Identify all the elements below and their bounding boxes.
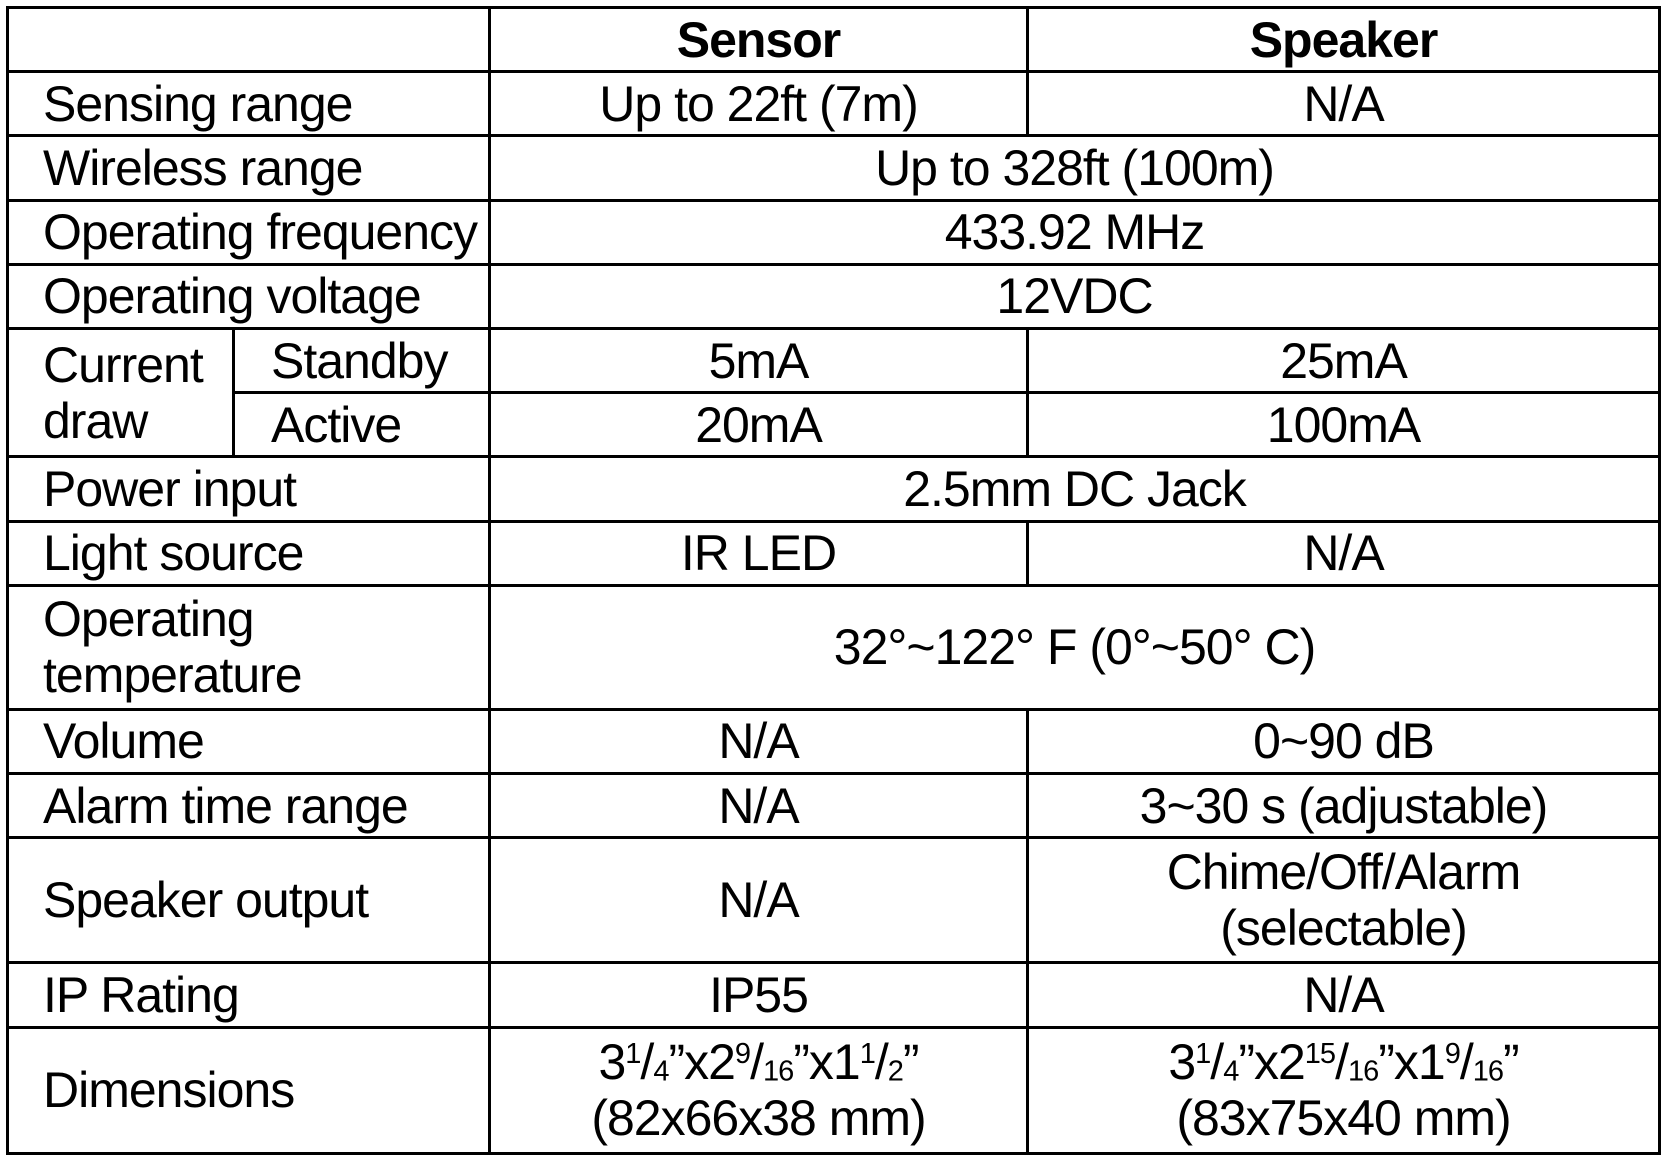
row-current-standby (8, 328, 1660, 392)
sensor-dimensions (490, 1027, 1028, 1153)
speaker-output-line2: (selectable) (1220, 900, 1467, 957)
sensor-light-source: IR LED (490, 521, 1028, 585)
speaker-depth-whole: 2 (1277, 1034, 1305, 1091)
label-active: Active (234, 393, 490, 457)
label-ip-rating: IP Rating (8, 963, 490, 1027)
sensor-sensing-range: Up to 22ft (7m) (490, 72, 1028, 136)
row-current-active (8, 393, 1660, 457)
sensor-standby: 5mA (490, 328, 1028, 392)
speaker-sensing-range: N/A (1028, 72, 1660, 136)
sensor-alarm-time-range: N/A (490, 774, 1028, 838)
sensor-height-whole: 1 (832, 1034, 860, 1091)
label-dimensions: Dimensions (8, 1027, 490, 1153)
speaker-dimensions-metric: (83x75x40 mm) (1176, 1090, 1511, 1147)
speaker-alarm-time-range: 3~30 s (adjustable) (1028, 774, 1660, 838)
label-current-draw (8, 328, 234, 456)
speaker-light-source: N/A (1028, 521, 1660, 585)
speaker-depth-den: 16 (1347, 1055, 1379, 1088)
sensor-volume: N/A (490, 709, 1028, 773)
speaker-sep-1: ”x (1238, 1034, 1278, 1091)
row-volume (8, 709, 1660, 773)
speaker-width-num: 1 (1195, 1038, 1211, 1071)
speaker-height-den: 16 (1472, 1055, 1504, 1088)
speaker-dimensions-imperial: $3^1/_4”x2^{15}/_{16}”x1^9/_{16}$” (1168, 1034, 1519, 1091)
label-operating-temperature (8, 585, 490, 709)
row-speaker-output (8, 838, 1660, 963)
row-dimensions (8, 1027, 1660, 1153)
sensor-sep-3: ” (902, 1034, 919, 1091)
sensor-depth-den: 16 (762, 1055, 794, 1088)
label-speaker-output: Speaker output (8, 838, 490, 963)
label-volume: Volume (8, 709, 490, 773)
label-operating-frequency: Operating frequency (8, 200, 490, 264)
sensor-speaker-output: N/A (490, 838, 1028, 963)
value-operating-temperature: 32°~122° F (0°~50° C) (490, 585, 1660, 709)
sensor-width-whole: 3 (598, 1034, 626, 1091)
sensor-width-den: 4 (653, 1055, 669, 1088)
sensor-active: 20mA (490, 393, 1028, 457)
header-speaker: Speaker (1028, 8, 1660, 72)
sensor-dimensions-imperial: $3^1/_4”x2^9/_{16}”x1^1/_2$” (598, 1034, 919, 1091)
speaker-ip-rating: N/A (1028, 963, 1660, 1027)
label-operating-temperature-line1: Operating (43, 591, 254, 648)
speaker-depth-num: 15 (1304, 1038, 1336, 1071)
speaker-width-whole: 3 (1168, 1034, 1196, 1091)
speaker-speaker-output (1028, 838, 1660, 963)
sensor-sep-2: ”x (793, 1034, 833, 1091)
row-wireless-range (8, 136, 1660, 200)
header-blank-cell (8, 8, 490, 72)
sensor-dimensions-metric: (82x66x38 mm) (591, 1090, 926, 1147)
label-operating-voltage: Operating voltage (8, 264, 490, 328)
label-light-source: Light source (8, 521, 490, 585)
sensor-height-num: 1 (859, 1038, 875, 1071)
label-wireless-range: Wireless range (8, 136, 490, 200)
value-operating-voltage: 12VDC (490, 264, 1660, 328)
label-standby: Standby (234, 328, 490, 392)
speaker-height-whole: 1 (1417, 1034, 1445, 1091)
header-sensor: Sensor (490, 8, 1028, 72)
speaker-height-num: 9 (1444, 1038, 1460, 1071)
specifications-table (6, 6, 1661, 1155)
value-wireless-range: Up to 328ft (100m) (490, 136, 1660, 200)
speaker-dimensions (1028, 1027, 1660, 1153)
speaker-volume: 0~90 dB (1028, 709, 1660, 773)
row-light-source (8, 521, 1660, 585)
sensor-depth-whole: 2 (708, 1034, 735, 1091)
label-current-draw-line2: draw (43, 392, 148, 449)
speaker-sep-2: ”x (1378, 1034, 1418, 1091)
sensor-ip-rating: IP55 (490, 963, 1028, 1027)
speaker-active: 100mA (1028, 393, 1660, 457)
value-operating-frequency: 433.92 MHz (490, 200, 1660, 264)
header-row (8, 8, 1660, 72)
speaker-standby: 25mA (1028, 328, 1660, 392)
row-sensing-range (8, 72, 1660, 136)
sensor-height-den: 2 (887, 1055, 903, 1088)
label-sensing-range: Sensing range (8, 72, 490, 136)
label-alarm-time-range: Alarm time range (8, 774, 490, 838)
row-power-input (8, 457, 1660, 521)
row-operating-frequency (8, 200, 1660, 264)
row-alarm-time-range (8, 774, 1660, 838)
row-ip-rating (8, 963, 1660, 1027)
label-power-input: Power input (8, 457, 490, 521)
label-current-draw-line1: Current (43, 336, 203, 393)
label-operating-temperature-line2: temperature (43, 647, 302, 704)
value-power-input: 2.5mm DC Jack (490, 457, 1660, 521)
sensor-depth-num: 9 (734, 1038, 751, 1071)
speaker-sep-3: ” (1503, 1034, 1519, 1091)
row-operating-temperature (8, 585, 1660, 709)
sensor-sep-1: ”x (668, 1034, 709, 1091)
sensor-width-num: 1 (625, 1038, 641, 1071)
speaker-output-line1: Chime/Off/Alarm (1166, 844, 1521, 901)
speaker-width-den: 4 (1223, 1055, 1239, 1088)
row-operating-voltage (8, 264, 1660, 328)
